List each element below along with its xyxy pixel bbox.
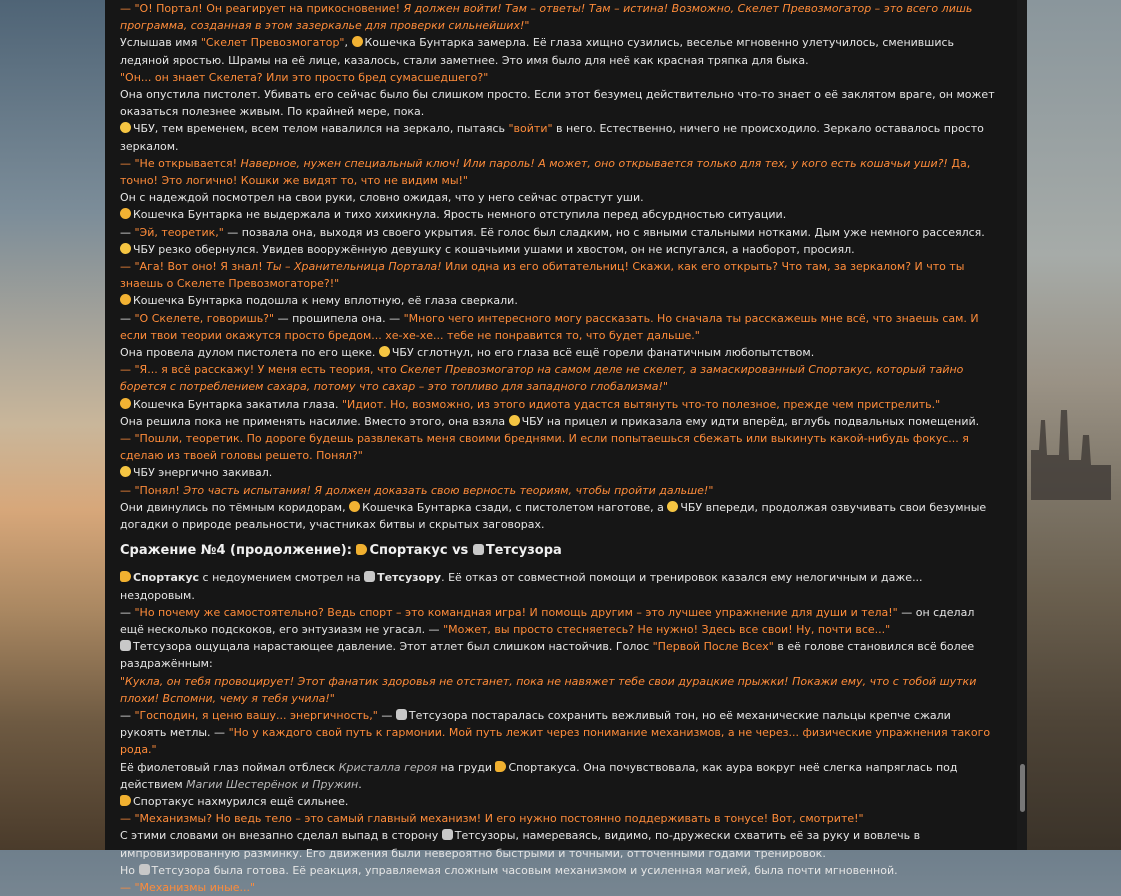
story-line: Кошечка Бунтарка подошла к нему вплотную, её глаза сверкали.	[120, 292, 1000, 309]
cat-emoji-icon	[349, 501, 360, 512]
story-line: Услышав имя "Скелет Превозмогатор", Кошечка Бунтарка замерла. Её глаза хищно сузились, веселье мгновенно улетучилось, сменившись ледяной яростью. Шрамы на её лице, казалось, стали заметнее. Это имя было для неё как красная тряпка для быка.	[120, 36, 955, 67]
story-line: Её фиолетовый глаз поймал отблеск Кристалла героя на груди Спортакуса. Она почувствовала, как аура вокруг неё слегка напряглась под действием Магии Шестерёнок и Пружин.	[120, 760, 958, 791]
gear-icon	[139, 864, 150, 875]
cat-emoji-icon	[120, 208, 131, 219]
story-line: "Кукла, он тебя провоцирует! Этот фанатик здоровья не отстанет, пока не навяжет тебе свои дурацкие прыжки! Покажи ему, что с тобой шутки плохи! Вспомни, чему я тебя учила!"	[120, 674, 977, 705]
cat-emoji-icon	[120, 398, 131, 409]
ruins-silhouette	[1031, 380, 1111, 500]
gear-icon	[442, 829, 453, 840]
story-line: Тетсузора ощущала нарастающее давление. Этот атлет был слишком настойчив. Голос "Первой После Всех" в её голове становился всё более раздражённым:	[120, 640, 975, 671]
gear-icon	[396, 709, 407, 720]
story-line: ЧБУ энергично закивал.	[120, 464, 1000, 481]
story-line: — "Пошли, теоретик. По дороге будешь развлекать меня своими бреднями. И если попытаешься сбежать или выкинуть какой-нибудь фокус... я сделаю из твоей головы решето. Понял?"	[120, 432, 969, 463]
story-line: — "Механизмы? Но ведь тело – это самый главный механизм! И его нужно постоянно поддерживать в тонусе! Вот, смотрите!"	[120, 812, 864, 826]
story-line: — "Ага! Вот оно! Я знал! Ты – Хранительница Портала! Или одна из его обитательниц! Скажи, как его открыть? Что там, за зеркалом? И что ты знаешь о Скелете Превозмогаторе?!"	[120, 260, 965, 291]
smiley-emoji-icon	[120, 243, 131, 254]
gear-icon	[364, 571, 375, 582]
story-line: — "О Скелете, говоришь?" — прошипела она. — "Много чего интересного могу рассказать. Но сначала ты расскажешь мне всё, что знаешь сам. И если твои теории окажутся просто бредом... хе-хе-хе... тебе не понравится то, что будет дальше."	[120, 311, 979, 342]
cat-emoji-icon	[352, 36, 363, 47]
story-line: — "Понял! Это часть испытания! Я должен доказать свою верность теориям, чтобы пройти дальше!"	[120, 483, 714, 497]
story-line: — "О! Портал! Он реагирует на прикосновение! Я должен войти! Там – ответы! Там – истина! Возможно, Скелет Превозмогатор – это всего лишь программа, созданная в этом зазеркалье для проверки сильнейших!"	[120, 2, 973, 33]
story-line: Кошечка Бунтарка закатила глаза. "Идиот. Но, возможно, из этого идиота удастся вытянуть что-то полезное, прежде чем пристрелить."	[120, 396, 1000, 413]
story-line: Спортакус нахмурился ещё сильнее.	[120, 793, 1000, 810]
story-line: Но Тетсузора была готова. Её реакция, управляемая сложным часовым механизмом и усиленная магией, была почти мгновенной.	[120, 863, 898, 877]
smiley-emoji-icon	[509, 415, 520, 426]
story-line: "Он... он знает Скелета? Или это просто бред сумасшедшего?"	[120, 70, 489, 84]
story-line: Он с надеждой посмотрел на свои руки, словно ожидая, что у него сейчас отрастут уши.	[120, 191, 644, 205]
section-heading: Сражение №4 (продолжение): Спортакус vs Тетсузора	[120, 543, 562, 559]
cat-emoji-icon	[120, 294, 131, 305]
story-line: — "Механизмы иные..."	[120, 880, 256, 894]
scrollbar-thumb[interactable]	[1020, 764, 1025, 812]
story-line: — "Я... я всё расскажу! У меня есть теория, что Скелет Превозмогатор на самом деле не скелет, а замаскированный Спортакус, который тайно борется с потреблением сахара, потому что сахар – это топливо для западного глобализма!"	[120, 363, 964, 394]
flexed-arm-icon	[495, 761, 506, 772]
scrollbar[interactable]	[1017, 0, 1027, 850]
story-line: — "Но почему же самостоятельно? Ведь спорт – это командная игра! И помощь другим – это лучшее упражнение для души и тела!" — он сделал ещё несколько подскоков, его энтузиазм не угасал. — "Может, вы просто стесняетесь? Не нужно! Здесь все свои! Ну, почти все..."	[120, 605, 975, 636]
story-line: ЧБУ, тем временем, всем телом навалился на зеркало, пытаясь "войти" в него. Естественно, ничего не происходило. Зеркало оставалось просто зеркалом.	[120, 122, 984, 153]
gear-icon	[120, 640, 131, 651]
story-line: С этими словами он внезапно сделал выпад в сторону Тетсузоры, намереваясь, видимо, по-дружески схватить её за руку и вовлечь в импровизированную разминку. Его движения были невероятно быстрыми и точными, отточенными годами тренировок.	[120, 829, 921, 860]
story-line: Она опустила пистолет. Убивать его сейчас было бы слишком просто. Если этот безумец действительно что-то знает о её заклятом враге, он может оказаться полезнее живым. По крайней мере, пока.	[120, 88, 995, 119]
background-left	[0, 0, 105, 850]
story-line: — "Господин, я ценю вашу... энергичность," — Тетсузора постаралась сохранить вежливый тон, но её механические пальцы крепче сжали рукоять метлы. — "Но у каждого свой путь к гармонии. Мой путь лежит через понимание механизмов, а не через... физические упражнения такого рода."	[120, 708, 991, 757]
story-line: Кошечка Бунтарка не выдержала и тихо хихикнула. Ярость немного отступила перед абсурдностью ситуации.	[120, 206, 1000, 223]
gear-icon	[473, 544, 484, 555]
story-line: — "Не открывается! Наверное, нужен специальный ключ! Или пароль! А может, оно открывается только для тех, у кого есть кошачьи уши?! Да, точно! Это логично! Кошки же видят то, что не видим мы!"	[120, 156, 971, 188]
smiley-emoji-icon	[120, 122, 131, 133]
background-right	[1027, 0, 1121, 850]
smiley-emoji-icon	[667, 501, 678, 512]
story-line: Спортакус с недоумением смотрел на Тетсузору. Её отказ от совместной помощи и тренировок казался ему нелогичным и даже... нездоровым.	[120, 571, 923, 602]
story-line: Она решила пока не применять насилие. Вместо этого, она взяла ЧБУ на прицел и приказала ему идти вперёд, вглубь подвальных помещений.	[120, 414, 980, 428]
smiley-emoji-icon	[379, 346, 390, 357]
story-line: Она провела дулом пистолета по его щеке. ЧБУ сглотнул, но его глаза всё ещё горели фанатичным любопытством.	[120, 346, 815, 360]
story-line: ЧБУ резко обернулся. Увидев вооружённую девушку с кошачьими ушами и хвостом, он не испугался, а наоборот, просиял.	[120, 241, 1000, 258]
flexed-arm-icon	[120, 571, 131, 582]
flexed-arm-icon	[356, 544, 367, 555]
flexed-arm-icon	[120, 795, 131, 806]
chat-panel	[105, 0, 1027, 894]
story-line: — "Эй, теоретик," — позвала она, выходя из своего укрытия. Её голос был сладким, но с явными стальными нотками. Дым уже немного рассеялся.	[120, 225, 985, 239]
story-content	[120, 0, 1000, 896]
story-line: Они двинулись по тёмным коридорам, Кошечка Бунтарка сзади, с пистолетом наготове, а ЧБУ впереди, продолжая озвучивать свои безумные догадки о природе реальности, участниках битвы и скрытых заговорах.	[120, 500, 987, 532]
smiley-emoji-icon	[120, 466, 131, 477]
